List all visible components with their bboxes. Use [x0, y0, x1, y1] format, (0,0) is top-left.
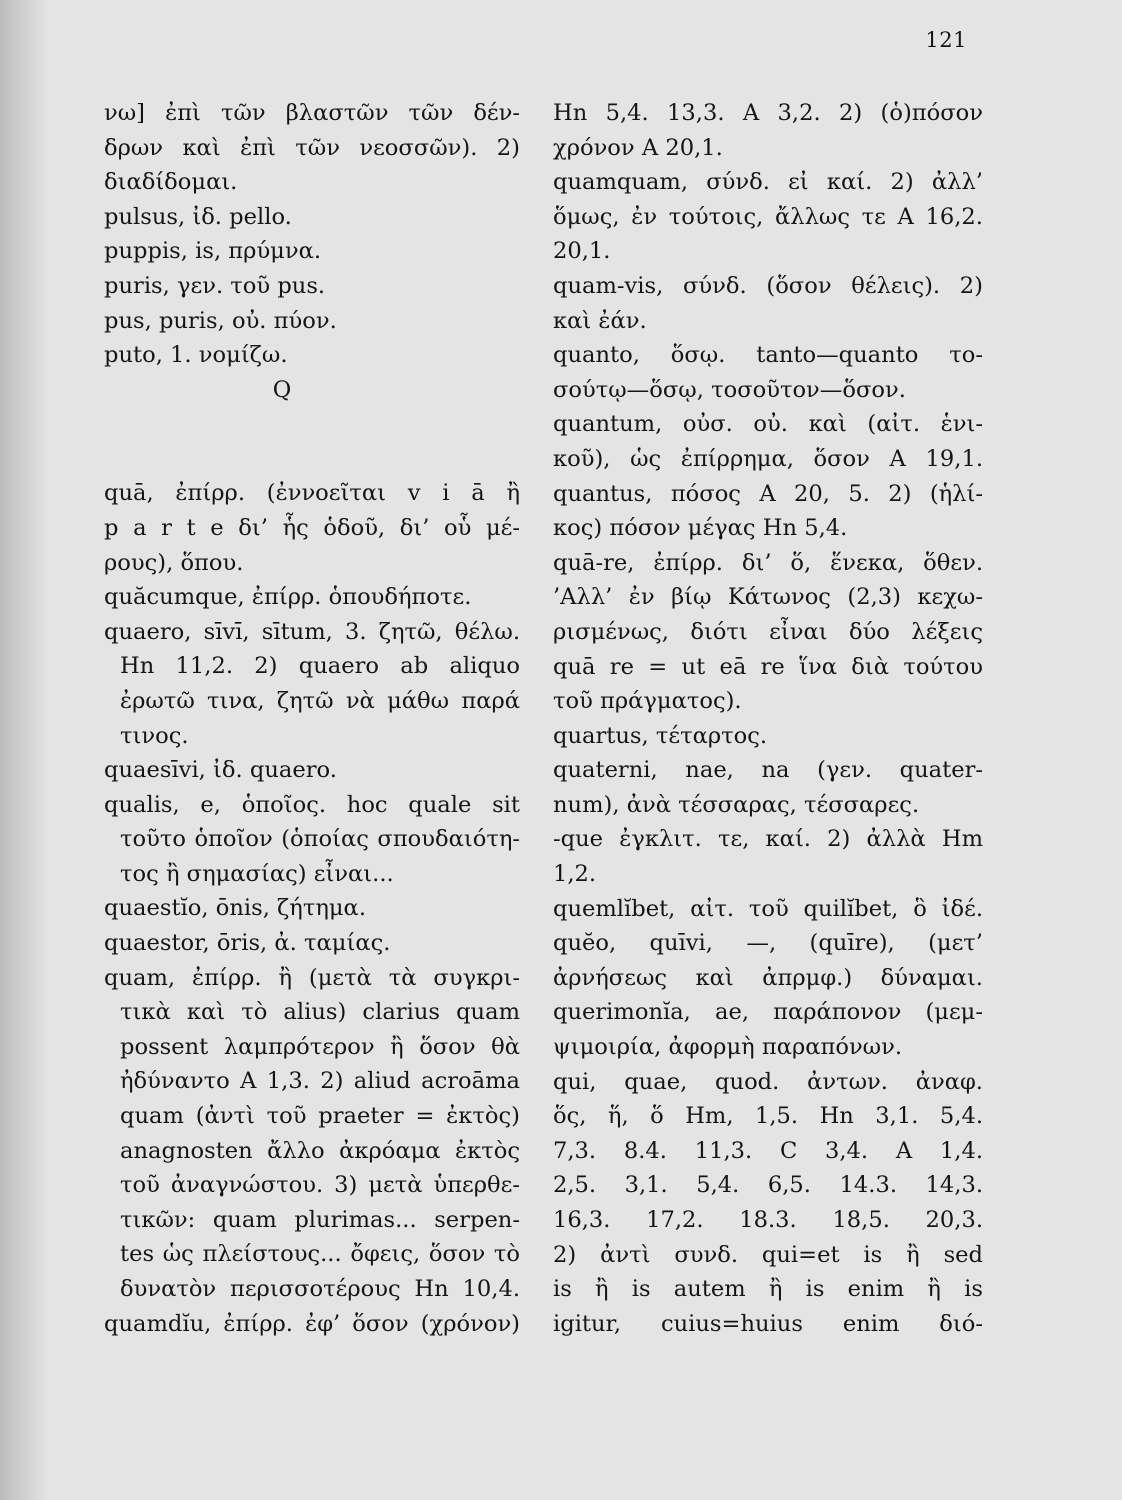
entry-line: quā, ἐπίρρ. (ἐννοεῖται v i ā ἢ [104, 480, 520, 507]
entry-line: 20,1. [553, 238, 611, 265]
entry-line: quā-re, ἐπίρρ. δι’ ὅ, ἕνεκα, ὅθεν. [553, 549, 983, 576]
entry-line: τοῦτο ὁποῖον (ὁποίας σπουδαιότη- [120, 826, 520, 853]
entry-line: puppis, is, πρύμνα. [104, 238, 322, 265]
entry-line: quamquam, σύνδ. εἰ καί. 2) ἀλλ’ [553, 169, 983, 196]
entry-line: quantus, πόσος A 20, 5. 2) (ἡλί- [553, 480, 983, 507]
entry-line: διαδίδομαι. [104, 169, 238, 196]
entry-line: δυνατὸν περισσοτέρους Hn 10,4. [120, 1276, 520, 1302]
entry-line: quantum, οὐσ. οὐ. καὶ (αἰτ. ἑνι- [553, 411, 983, 438]
entry-line: ὅμως, ἐν τούτοις, ἄλλως τε A 16,2. [553, 203, 983, 230]
entry-line: 7,3. 8.4. 11,3. C 3,4. A 1,4. [553, 1137, 983, 1164]
entry-line: quartus, τέταρτος. [553, 722, 768, 749]
entry-line: ἠδύναντο A 1,3. 2) aliud acroāma [120, 1068, 520, 1095]
entry-line: quaestĭo, ōnis, ζήτημα. [104, 895, 367, 922]
entry-line: quam (ἀντὶ τοῦ praeter = ἐκτὸς) [120, 1103, 520, 1130]
entry-line: ἐρωτῶ τινα, ζητῶ νὰ μάθω παρά [120, 687, 520, 714]
entry-line: anagnosten ἄλλο ἀκρόαμα ἐκτὸς [120, 1137, 520, 1164]
page-edge-shadow [0, 0, 48, 1500]
entry-line: puris, γεν. τοῦ pus. [104, 272, 326, 299]
entry-line: ρισμένως, διότι εἶναι δύο λέξεις [553, 618, 983, 645]
entry-line: δρων καὶ ἐπὶ τῶν νεοσσῶν). 2) [104, 134, 520, 161]
entry-line: 16,3. 17,2. 18.3. 18,5. 20,3. [553, 1207, 983, 1233]
entry-line: possent λαμπρότερον ἢ ὅσον θὰ [120, 1033, 520, 1060]
left-block-p-entries [104, 96, 520, 373]
entry-line: pus, puris, οὐ. πύον. [104, 307, 337, 334]
entry-line: quaesīvi, ἰδ. quaero. [104, 757, 337, 784]
entry-line: quaterni, nae, na (γεν. quater- [553, 757, 983, 784]
entry-line: ἀρνήσεως καὶ ἀπρμφ.) δύναμαι. [553, 964, 983, 991]
left-column [104, 96, 520, 1341]
entry-line: quanto, ὅσῳ. tanto—quanto το- [553, 342, 983, 369]
entry-line: p a r t e δι’ ἧς ὁδοῦ, δι’ οὗ μέ- [104, 514, 520, 541]
entry-line: quamdĭu, ἐπίρρ. ἐφ’ ὅσον (χρόνον) [104, 1310, 520, 1337]
entry-line: τος ἢ σημασίας) εἶναι... [120, 860, 394, 887]
entry-line: num), ἀνὰ τέσσαρας, τέσσαρες. [553, 791, 920, 818]
entry-line: 2) ἀντὶ συνδ. qui=et is ἢ sed [553, 1241, 983, 1268]
entry-line: νω] ἐπὶ τῶν βλαστῶν τῶν δέν- [104, 100, 520, 126]
entry-line: 2,5. 3,1. 5,4. 6,5. 14.3. 14,3. [553, 1172, 983, 1199]
entry-line: ψιμοιρία, ἀφορμὴ παραπόνων. [553, 1034, 903, 1061]
entry-line: Hn 11,2. 2) quaero ab aliquo [120, 653, 520, 680]
left-block-q-entries [104, 476, 520, 1341]
entry-line: quemlĭbet, αἰτ. τοῦ quilĭbet, ὃ ἰδέ. [553, 895, 983, 922]
entry-line: καὶ ἐάν. [553, 307, 647, 334]
entry-line: τοῦ ἀναγνώστου. 3) μετὰ ὑπερθε- [120, 1172, 520, 1199]
entry-line: quaestor, ōris, ἀ. ταμίας. [104, 930, 391, 957]
section-gap [104, 407, 520, 476]
entry-line: quam, ἐπίρρ. ἢ (μετὰ τὰ συγκρι- [104, 964, 520, 991]
entry-line: τινος. [120, 722, 189, 749]
entry-line: τοῦ πράγματος). [553, 688, 742, 715]
entry-line: pulsus, ἰδ. pello. [104, 203, 292, 230]
entry-line: qui, quae, quod. ἀντων. ἀναφ. [553, 1068, 983, 1095]
entry-line: ρους), ὅπου. [104, 549, 244, 576]
entry-line: quaero, sīvī, sītum, 3. ζητῶ, θέλω. [104, 618, 520, 645]
entry-line: querimonĭa, ae, παράπονον (μεμ- [553, 999, 983, 1026]
right-column [553, 96, 983, 1341]
entry-line: quĕo, quīvi, —, (quīre), (μετ’ [553, 930, 983, 957]
entry-line: puto, 1. νομίζω. [104, 342, 288, 369]
entry-line: quam-vis, σύνδ. (ὅσον θέλεις). 2) [553, 272, 983, 299]
entry-line: tes ὡς πλείστους... ὄφεις, ὅσον τὸ [120, 1241, 520, 1268]
entry-line: ’Αλλ’ ἐν βίῳ Κάτωνος (2,3) κεχω- [553, 584, 983, 611]
entry-line: κοῦ), ὡς ἐπίρρημα, ὅσον A 19,1. [553, 445, 983, 472]
entry-line: σούτῳ—ὅσῳ, τοσοῦτον—ὅσον. [553, 376, 906, 403]
page-number: 121 [925, 28, 967, 52]
entry-line: Hn 5,4. 13,3. A 3,2. 2) (ὁ)πόσον [553, 100, 983, 126]
entry-line: -que ἐγκλιτ. τε, καί. 2) ἀλλὰ Hm [553, 826, 983, 853]
entry-line: igitur, cuius=huius enim διό- [553, 1310, 983, 1337]
entry-line: χρόνον A 20,1. [553, 134, 723, 161]
entry-line: ὅς, ἥ, ὅ Hm, 1,5. Hn 3,1. 5,4. [553, 1103, 983, 1130]
entry-line: τικὰ καὶ τὸ alius) clarius quam [120, 999, 520, 1026]
entry-line: quăcumque, ἐπίρρ. ὁπουδήποτε. [104, 584, 472, 611]
entry-line: qualis, e, ὁποῖος. hoc quale sit [104, 791, 520, 818]
entry-line: τικῶν: quam plurimas... serpen- [120, 1206, 520, 1233]
section-letter-heading: Q [272, 376, 292, 403]
entry-line: is ἢ is autem ἢ is enim ἢ is [553, 1276, 983, 1303]
entry-line: 1,2. [553, 861, 597, 888]
entry-line: κος) πόσον μέγας Hn 5,4. [553, 515, 848, 542]
entry-line: quā re = ut eā re ἵνα διὰ τούτου [553, 653, 983, 680]
